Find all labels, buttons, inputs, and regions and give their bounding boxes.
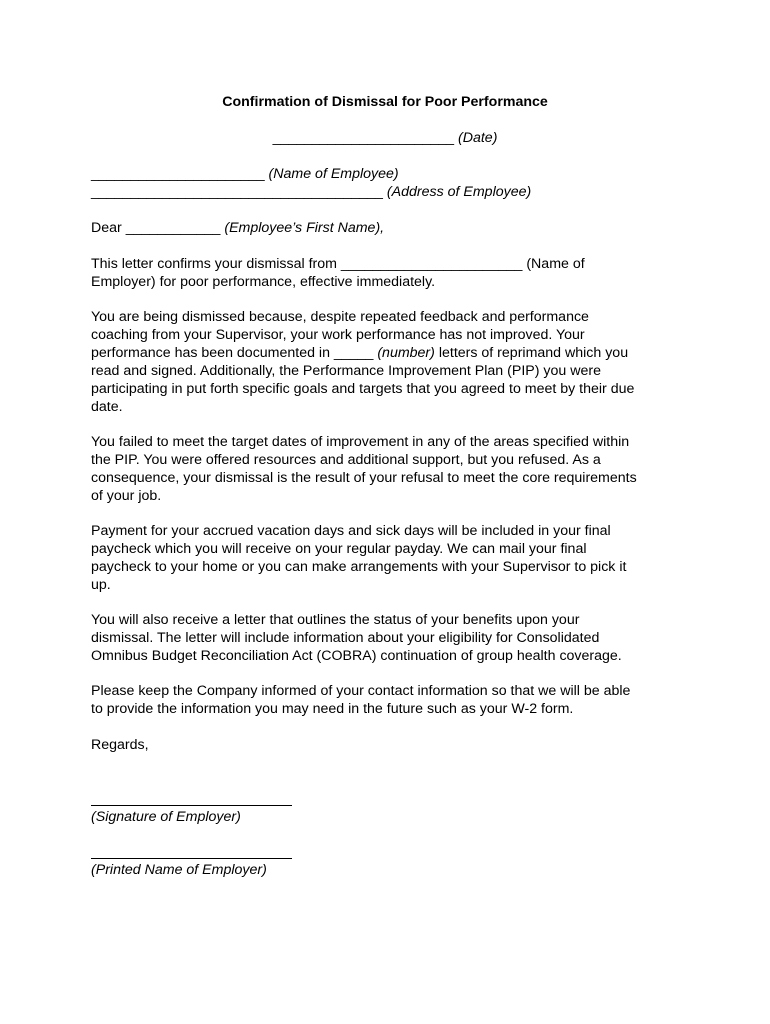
paragraph-row: to provide the information you may need in the future such as your W-2 form. [91, 701, 574, 717]
paragraph-row: Omnibus Budget Reconciliation Act (COBRA) continuation of group health coverage. [91, 648, 622, 664]
number-label: (number) [377, 345, 435, 361]
paragraph-row: You failed to meet the target dates of improvement in any of the areas specified within [91, 434, 630, 450]
printed-name-label-text: (Printed Name of Employer) [91, 862, 267, 878]
date-label: (Date) [458, 130, 498, 146]
paragraph-row: dismissal. The letter will include information about your eligibility for Consolidated [91, 630, 600, 646]
closing: Regards, [91, 737, 149, 753]
paragraph-contact-info [91, 682, 691, 718]
paragraph-row: of your job. [91, 488, 162, 504]
employee-name-label: (Name of Employee) [268, 166, 399, 182]
paragraph-row: Employer) for poor performance, effective immediately. [91, 274, 436, 290]
salutation-prefix: Dear ____________ [91, 220, 221, 236]
paragraph-failed-targets [91, 433, 691, 505]
paragraph-row: You will also receive a letter that outlines the status of your benefits upon your [91, 612, 580, 628]
printed-name-line [91, 858, 292, 859]
paragraph-row: Please keep the Company informed of your contact information so that we will be able [91, 683, 631, 699]
document-title: Confirmation of Dismissal for Poor Performance [222, 94, 548, 110]
salutation-label: (Employee’s First Name), [224, 220, 385, 236]
paragraph-row: read and signed. Additionally, the Performance Improvement Plan (PIP) you were [91, 363, 601, 379]
paragraph-benefits [91, 611, 691, 665]
printed-name-label [91, 861, 267, 879]
signature-line [91, 805, 292, 806]
paragraph-row: paycheck which you will receive on your regular payday. We can mail your final [91, 541, 587, 557]
employee-name-blank: ______________________ [91, 166, 265, 182]
paragraph-row: paycheck to your home or you can make arrangements with your Supervisor to pick it [91, 559, 627, 575]
employee-address-line [91, 183, 531, 201]
paragraph-row [91, 344, 691, 362]
date-line [0, 129, 770, 147]
paragraph-row: date. [91, 399, 123, 415]
paragraph-row: coaching from your Supervisor, your work performance has not improved. Your [91, 327, 585, 343]
employee-address-blank: _____________________________________ [91, 184, 383, 200]
paragraph-row: This letter confirms your dismissal from _______________________ (Name of [91, 256, 585, 272]
paragraph-row: You are being dismissed because, despite repeated feedback and performance [91, 309, 589, 325]
paragraph-row: the PIP. You were offered resources and additional support, but you refused. As a [91, 452, 601, 468]
employee-address-label: (Address of Employee) [386, 184, 532, 200]
salutation [91, 219, 384, 237]
row-text: performance has been documented in _____ [91, 345, 378, 361]
paragraph-row: consequence, your dismissal is the result of your refusal to meet the core requirements [91, 470, 637, 486]
paragraph-dismissal-reason [91, 308, 691, 416]
paragraph-payment [91, 522, 691, 594]
signature-label-text: (Signature of Employer) [91, 809, 241, 825]
row-text: letters of reprimand which you [434, 345, 629, 361]
paragraph-row: participating in put forth specific goals and targets that you agreed to meet by their due [91, 381, 635, 397]
date-blank: _______________________ [272, 130, 455, 146]
paragraph-row: up. [91, 577, 111, 593]
paragraph-row: Payment for your accrued vacation days and sick days will be included in your final [91, 523, 611, 539]
paragraph-dismissal-confirmation [91, 255, 691, 291]
employee-name-line [91, 165, 399, 183]
signature-label [91, 808, 241, 826]
